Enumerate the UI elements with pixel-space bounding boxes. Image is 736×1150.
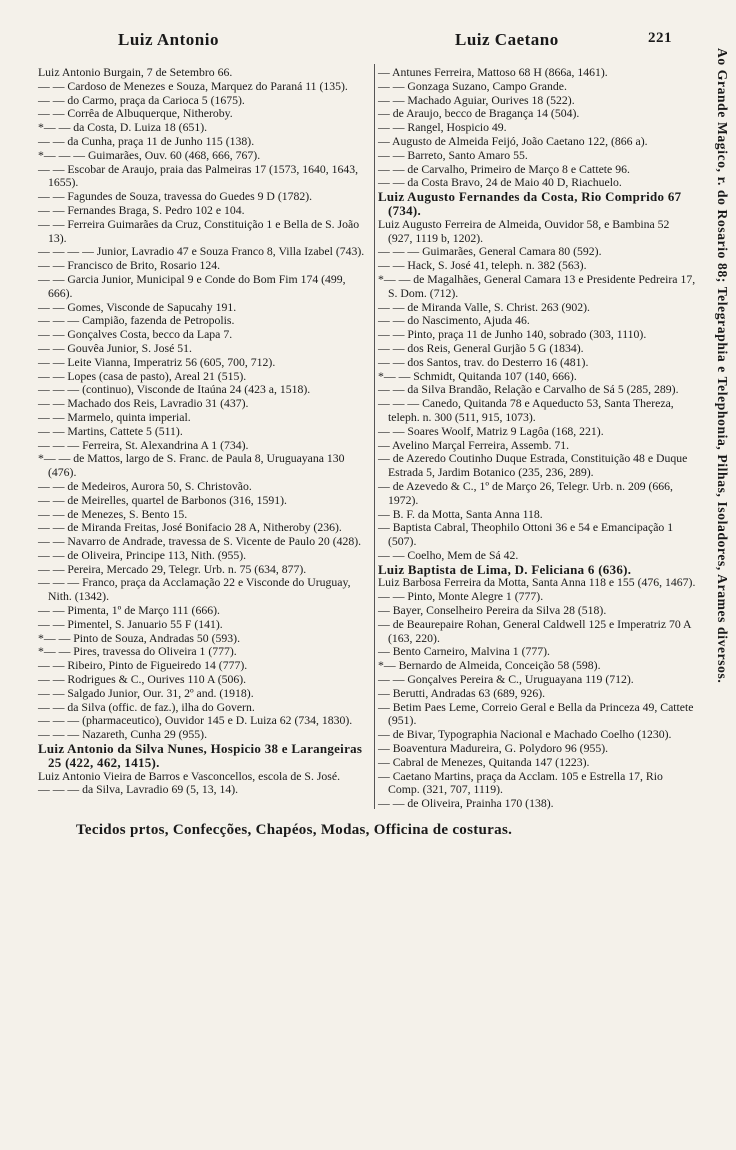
directory-entry: — — Barreto, Santo Amaro 55. — [378, 148, 528, 162]
directory-entry: — — de Miranda Freitas, José Bonifacio 28 A, Nitheroby (236). — [38, 521, 342, 535]
directory-entry: — Antunes Ferreira, Mattoso 68 H (866a, 1461). — [378, 66, 608, 79]
directory-entry: — — Pimentel, S. Januario 55 F (141). — [38, 617, 223, 631]
directory-entry: — — Gonçalves Pereira & C., Uruguayana 119 (712). — [378, 673, 634, 687]
directory-entry: — — do Nascimento, Ajuda 46. — [378, 314, 530, 328]
directory-entry: *— — — Guimarães, Ouv. 60 (468, 666, 767). — [38, 148, 261, 162]
directory-entry: *— — de Mattos, largo de S. Franc. de Paula 8, Uruguayana 130 (476). — [38, 452, 345, 480]
column-divider — [374, 64, 375, 809]
directory-entry: — — de Oliveira, Prainha 170 (138). — [378, 797, 554, 811]
left-column — [38, 66, 370, 797]
directory-entry: Luiz Augusto Fernandes da Costa, Rio Comprido 67 (734). — [378, 189, 682, 218]
directory-entry: Luiz Antonio Vieira de Barros e Vasconcellos, escola de S. José. — [38, 769, 341, 783]
directory-entry: — Bento Carneiro, Malvina 1 (777). — [378, 645, 550, 659]
directory-entry: — — de Oliveira, Principe 113, Nith. (955). — [38, 548, 247, 562]
directory-entry: — de Azevedo & C., 1º de Março 26, Telegr. Urb. n. 209 (666, 1972). — [378, 479, 673, 507]
directory-entry: — — — Franco, praça da Acclamação 22 e Visconde do Uruguay, Nith. (1342). — [38, 576, 351, 604]
directory-entry: Luiz Baptista de Lima, D. Feliciana 6 (636). — [378, 561, 632, 577]
directory-entry: — — da Silva (offic. de faz.), ilha do Govern. — [38, 700, 255, 714]
directory-entry: — — da Costa Bravo, 24 de Maio 40 D, Riachuelo. — [378, 176, 622, 190]
directory-entry: — — Cardoso de Menezes e Souza, Marquez do Paraná 11 (135). — [38, 79, 348, 93]
directory-entry: — — Leite Vianna, Imperatriz 56 (605, 700, 712). — [38, 355, 276, 369]
header-right: Luiz Caetano — [455, 30, 559, 49]
right-column — [378, 66, 696, 811]
directory-entry: — Baptista Cabral, Theophilo Ottoni 36 e 54 e Emancipação 1 (507). — [378, 521, 674, 549]
directory-entry: — — — Canedo, Quitanda 78 e Aqueducto 53, Santa Thereza, teleph. n. 300 (511, 915, 1073). — [378, 397, 674, 424]
directory-entry: — — do Carmo, praça da Carioca 5 (1675). — [38, 93, 245, 107]
directory-entry: — de Azeredo Coutinho Duque Estrada, Constituição 48 e Duque Estrada 5, Jardim Botanico (235, 236, 289). — [378, 452, 688, 480]
directory-entry: — — Corrêa de Albuquerque, Nitheroby. — [38, 107, 233, 121]
directory-entry: — Avelino Marçal Ferreira, Assemb. 71. — [378, 438, 570, 452]
directory-entry: — — dos Santos, trav. do Desterro 16 (481). — [378, 355, 589, 369]
directory-entry: Luiz Antonio Burgain, 7 de Setembro 66. — [38, 66, 233, 79]
directory-entry: — Betim Paes Leme, Correio Geral e Bella da Princeza 49, Cattete (951). — [378, 700, 694, 728]
directory-entry: — — Garcia Junior, Municipal 9 e Conde do Bom Fim 174 (499, 666). — [38, 272, 346, 300]
directory-entry: — — Ferreira Guimarães da Cruz, Constituição 1 e Bella de S. João 13). — [38, 217, 360, 245]
directory-entry: *— — Schmidt, Quitanda 107 (140, 666). — [378, 369, 577, 383]
side-banner — [712, 48, 734, 848]
page-number: 221 — [648, 30, 672, 46]
directory-entry: — — da Silva Brandão, Relação e Carvalho de Sá 5 (285, 289). — [378, 383, 679, 397]
directory-entry: — — — (continuo), Visconde de Itaúna 24 (423 a, 1518). — [38, 383, 311, 397]
directory-entry: — Boaventura Madureira, G. Polydoro 96 (955). — [378, 742, 609, 756]
directory-entry: — — Rodrigues & C., Ourives 110 A (506). — [38, 673, 247, 687]
directory-entry: — Berutti, Andradas 63 (689, 926). — [378, 686, 546, 700]
directory-entry: — — Machado Aguiar, Ourives 18 (522). — [378, 93, 575, 107]
directory-entry: — — — Guimarães, General Camara 80 (592). — [378, 245, 602, 259]
directory-entry: — — de Carvalho, Primeiro de Março 8 e Cattete 96. — [378, 162, 630, 176]
directory-entry: — — da Cunha, praça 11 de Junho 115 (138). — [38, 134, 255, 148]
directory-entry: — — de Menezes, S. Bento 15. — [38, 507, 188, 521]
directory-entry: — — Pinto, praça 11 de Junho 140, sobrado (303, 1110). — [378, 328, 647, 342]
directory-entry: — — Soares Woolf, Matriz 9 Lagôa (168, 221). — [378, 424, 604, 438]
directory-entry: — — Pimenta, 1º de Março 111 (666). — [38, 604, 220, 618]
directory-entry: — Bayer, Conselheiro Pereira da Silva 28 (518). — [378, 604, 607, 618]
directory-entry: — — Salgado Junior, Our. 31, 2º and. (1918). — [38, 686, 254, 700]
directory-entry: — — Hack, S. José 41, teleph. n. 382 (563). — [378, 259, 587, 273]
directory-entry: — — Escobar de Araujo, praia das Palmeiras 17 (1573, 1640, 1643, 1655). — [38, 162, 359, 190]
directory-entry: Luiz Augusto Ferreira de Almeida, Ouvidor 58, e Bambina 52 (927, 1119 b, 1202). — [378, 217, 670, 245]
directory-entry: — — Machado dos Reis, Lavradio 31 (437). — [38, 397, 249, 411]
directory-entry: — — Pinto, Monte Alegre 1 (777). — [378, 590, 544, 604]
directory-entry: — — — Campião, fazenda de Petropolis. — [38, 314, 235, 328]
directory-entry: *— — de Magalhães, General Camara 13 e Presidente Pedreira 17, S. Dom. (712). — [378, 272, 696, 300]
directory-entry: — — Martins, Cattete 5 (511). — [38, 424, 183, 438]
directory-entry: — Caetano Martins, praça da Acclam. 105 e Estrella 17, Rio Comp. (321, 707, 1119). — [378, 769, 663, 797]
directory-entry: *— — da Costa, D. Luiza 18 (651). — [38, 121, 208, 135]
directory-entry: — — Pereira, Mercado 29, Telegr. Urb. n. 75 (634, 877). — [38, 562, 307, 576]
directory-entry: — — Marmelo, quinta imperial. — [38, 410, 191, 424]
directory-entry: *— — Pinto de Souza, Andradas 50 (593). — [38, 631, 241, 645]
footer-advert: Tecidos prtos, Confecções, Chapéos, Modas, Officina de costuras. — [76, 822, 513, 838]
directory-entry: — de Bivar, Typographia Nacional e Machado Coelho (1230). — [378, 728, 672, 742]
directory-entry: Luiz Barbosa Ferreira da Motta, Santa Anna 118 e 155 (476, 1467). — [378, 576, 696, 590]
directory-entry: — — Gouvêa Junior, S. José 51. — [38, 341, 192, 355]
directory-entry: *— — Pires, travessa do Oliveira 1 (777). — [38, 645, 237, 659]
directory-entry: *— Bernardo de Almeida, Conceição 58 (598). — [378, 659, 601, 673]
directory-entry: — — de Meirelles, quartel de Barbonos (316, 1591). — [38, 493, 287, 507]
directory-entry: — — Fagundes de Souza, travessa do Guedes 9 D (1782). — [38, 190, 313, 204]
side-banner-text: Ao Grande Magico, r. do Rosario 88; Telegraphia e Telephonia, Pilhas, Isoladores, Arames diversos. — [715, 48, 730, 684]
directory-entry: Luiz Antonio da Silva Nunes, Hospicio 38 e Larangeiras 25 (422, 462, 1415). — [38, 741, 363, 770]
directory-entry: — — Ribeiro, Pinto de Figueiredo 14 (777). — [38, 659, 248, 673]
directory-entry: — — — (pharmaceutico), Ouvidor 145 e D. Luiza 62 (734, 1830). — [38, 714, 353, 728]
directory-entry: — — de Medeiros, Aurora 50, S. Christovão. — [38, 479, 252, 493]
directory-entry: — — Coelho, Mem de Sá 42. — [378, 548, 519, 562]
directory-entry: — — Fernandes Braga, S. Pedro 102 e 104. — [38, 203, 245, 217]
directory-entry: — — Lopes (casa de pasto), Areal 21 (515). — [38, 369, 247, 383]
directory-entry: — — Gonçalves Costa, becco da Lapa 7. — [38, 328, 233, 342]
directory-entry: — — — da Silva, Lavradio 69 (5, 13, 14). — [38, 783, 239, 797]
directory-entry: — Cabral de Menezes, Quitanda 147 (1223). — [378, 755, 590, 769]
directory-entry: — — de Miranda Valle, S. Christ. 263 (902). — [378, 300, 590, 314]
directory-entry: — B. F. da Motta, Santa Anna 118. — [378, 507, 543, 521]
directory-entry: — — Gomes, Visconde de Sapucahy 191. — [38, 300, 237, 314]
directory-entry: — — Navarro de Andrade, travessa de S. Vicente de Paulo 20 (428). — [38, 535, 362, 549]
directory-entry: — de Beaurepaire Rohan, General Caldwell 125 e Imperatriz 70 A (163, 220). — [378, 617, 691, 645]
directory-entry: — — Gonzaga Suzano, Campo Grande. — [378, 79, 567, 93]
directory-entry: — — Francisco de Brito, Rosario 124. — [38, 259, 221, 273]
directory-entry: — — Rangel, Hospicio 49. — [378, 121, 507, 135]
directory-entry: — — — Nazareth, Cunha 29 (955). — [38, 728, 208, 742]
directory-entry: — — dos Reis, General Gurjão 5 G (1834). — [378, 341, 584, 355]
directory-entry: — de Araujo, becco de Bragança 14 (504). — [378, 107, 580, 121]
directory-entry: — — — — Junior, Lavradio 47 e Souza Franco 8, Villa Izabel (743). — [38, 245, 365, 259]
directory-entry: — — — Ferreira, St. Alexandrina A 1 (734). — [38, 438, 249, 452]
header-left: Luiz Antonio — [118, 30, 219, 49]
directory-entry: — Augusto de Almeida Feijó, João Caetano 122, (866 a). — [378, 134, 648, 148]
